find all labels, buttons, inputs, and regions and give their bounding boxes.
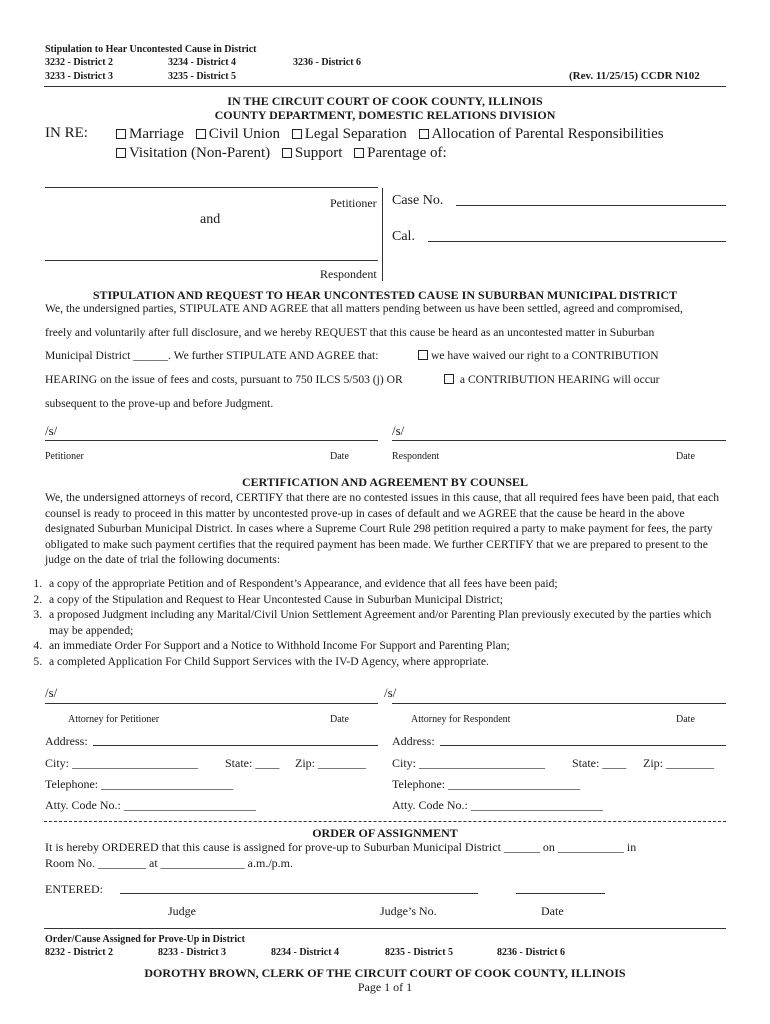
order-text-room: Room No. ________ at ______________ a.m./p.m. [45,856,293,870]
footer-district-code: 8234 - District 4 [271,947,340,958]
checkbox-allocation[interactable] [419,129,429,139]
respondent-zip-field[interactable]: Zip: ________ [643,756,714,770]
respondent-atty-code-field[interactable]: Atty. Code No.: ______________________ [392,798,603,812]
checkbox-legal-separation[interactable] [292,129,302,139]
waived-option[interactable]: we have waived our right to a CONTRIBUTION [418,349,659,362]
stipulation-text: freely and voluntarily after full disclosure, and we hereby REQUEST that this cause be heard as an uncontested matter in Suburban [45,326,655,339]
petitioner-state-field[interactable]: State: ____ [225,756,280,770]
footer-divider [44,928,726,929]
stipulation-heading: STIPULATION AND REQUEST TO HEAR UNCONTESTED CAUSE IN SUBURBAN MUNICIPAL DISTRICT [92,288,678,302]
district-code: 3234 - District 4 [168,57,237,68]
certification-heading: CERTIFICATION AND AGREEMENT BY COUNSEL [241,475,529,489]
petitioner-signature-line[interactable] [45,440,378,441]
case-no-field[interactable] [456,205,726,206]
stipulation-text: Municipal District ______. We further STIPULATE AND AGREE that: [45,349,379,362]
attorney-respondent-signature-line[interactable] [392,703,726,704]
footer-district-code: 8235 - District 5 [385,947,454,958]
contribution-option[interactable]: a CONTRIBUTION HEARING will occur [444,373,660,386]
list-item: 5. a completed Application For Child Support Services with the IV-D Agency, where appropriate. [45,654,727,670]
attorney-respondent-signature-mark: /s/ [384,685,397,700]
case-no-label: Case No. [392,193,444,208]
option-visitation[interactable]: Visitation (Non-Parent) [116,145,270,162]
judge-label: Judge [168,904,196,918]
checkbox-contribution-hearing[interactable] [444,374,454,384]
list-item: 2. a copy of the Stipulation and Request to Hear Uncontested Cause in Suburban Municipal District; [45,592,727,608]
order-text: It is hereby ORDERED that this cause is assigned for prove-up to Suburban Municipal District ______ on ___________ in [45,840,637,854]
respondent-state-field[interactable]: State: ____ [572,756,627,770]
footer-district-code: 8232 - District 2 [45,947,114,958]
stipulation-text: subsequent to the prove-up and before Judgment. [45,397,274,410]
attorney-petitioner-signature-mark: /s/ [45,685,58,700]
stipulation-text: HEARING on the issue of fees and costs, pursuant to 750 ILCS 5/503 (j) OR [45,373,403,386]
order-heading: ORDER OF ASSIGNMENT [312,826,458,840]
order-date-label: Date [541,904,564,918]
option-marriage[interactable]: Marriage [116,126,184,143]
document-list [21,576,727,669]
in-re-options-row1 [116,126,672,143]
respondent-label: Respondent [320,267,377,281]
respondent-sig-label: Respondent [392,451,440,462]
attorney-respondent-label: Attorney for Respondent [411,714,511,725]
petitioner-sig-label: Petitioner [45,451,84,462]
revision-label: (Rev. 11/25/15) CCDR N102 [569,70,700,82]
certification-paragraph: We, the undersigned attorneys of record, CERTIFY that there are no contested issues in this cause, that all required fees have been paid, that each counsel is ready to proceed in this matter by uncontested prove-up in cases of default and we AGREE that the cause be heard in the above designated Suburban Municipal District. In cases where a Supreme Court Rule 298 petition required a party to make payment for fees, the party obligated to make such payment certifies that the required payment has been made. We further CERTIFY that we are prepared to present to the judge on the date of trial the following documents: [45,491,720,566]
respondent-name-line[interactable] [45,260,378,261]
attorney-petitioner-label: Attorney for Petitioner [68,714,160,725]
in-re-label: IN RE: [45,125,88,141]
petitioner-address-label: Address: [45,734,88,748]
form-title: Stipulation to Hear Uncontested Cause in District [45,44,257,55]
caption-divider [382,188,383,281]
petitioner-zip-field[interactable]: Zip: ________ [295,756,366,770]
petitioner-telephone-field[interactable]: Telephone: ______________________ [45,777,234,791]
petitioner-label: Petitioner [330,196,377,210]
page-number: Page 1 of 1 [357,980,413,994]
respondent-city-field[interactable]: City: _____________________ [392,756,546,770]
stipulation-text: We, the undersigned parties, STIPULATE AND AGREE that all matters pending between us have been settled, agreed and compromised, [45,302,683,315]
court-division: COUNTY DEPARTMENT, DOMESTIC RELATIONS DIVISION [214,108,556,122]
attorney-petitioner-date-label: Date [330,714,349,725]
district-code: 3233 - District 3 [45,71,114,82]
attorney-petitioner-signature-line[interactable] [45,703,378,704]
footer-district-code: 8233 - District 3 [158,947,227,958]
option-parentage[interactable]: Parentage of: [354,145,447,162]
petitioner-address-field[interactable] [93,745,378,746]
cal-label: Cal. [392,229,415,244]
cal-field[interactable] [428,241,726,242]
checkbox-waived-contribution[interactable] [418,350,428,360]
order-date-line[interactable] [516,893,605,894]
option-legal-separation[interactable]: Legal Separation [292,126,407,143]
attorney-respondent-date-label: Date [676,714,695,725]
district-code: 3232 - District 2 [45,57,114,68]
header-divider [44,86,726,87]
list-item: 1. a copy of the appropriate Petition and of Respondent’s Appearance, and evidence that all fees have been paid; [45,576,727,592]
respondent-date-label: Date [676,451,695,462]
order-divider [44,821,726,822]
checkbox-marriage[interactable] [116,129,126,139]
list-item: 4. an immediate Order For Support and a Notice to Withhold Income For Support and Parenting Plan; [45,638,727,654]
footer-title: Order/Cause Assigned for Prove-Up in District [45,934,245,945]
respondent-address-field[interactable] [440,745,726,746]
checkbox-support[interactable] [282,148,292,158]
petitioner-city-field[interactable]: City: _____________________ [45,756,199,770]
checkbox-visitation[interactable] [116,148,126,158]
district-code: 3235 - District 5 [168,71,237,82]
list-item: 3. a proposed Judgment including any Marital/Civil Union Settlement Agreement and/or Parenting Plan previously executed by the parties which may be appended; [45,607,727,638]
petitioner-atty-code-field[interactable]: Atty. Code No.: ______________________ [45,798,256,812]
respondent-telephone-field[interactable]: Telephone: ______________________ [392,777,581,791]
judge-no-label: Judge’s No. [380,904,437,918]
respondent-address-label: Address: [392,734,435,748]
respondent-signature-line[interactable] [392,440,726,441]
district-code: 3236 - District 6 [293,57,362,68]
court-name: IN THE CIRCUIT COURT OF COOK COUNTY, ILLINOIS [227,94,543,108]
checkbox-civil-union[interactable] [196,129,206,139]
option-support[interactable]: Support [282,145,343,162]
option-civil-union[interactable]: Civil Union [196,126,280,143]
in-re-options-row2 [116,145,455,162]
clerk-name: DOROTHY BROWN, CLERK OF THE CIRCUIT COURT OF COOK COUNTY, ILLINOIS [144,966,626,980]
entered-label: ENTERED: [45,882,103,896]
petitioner-signature-mark: /s/ [45,423,58,438]
judge-signature-line[interactable] [120,893,478,894]
petitioner-name-line[interactable] [45,187,378,188]
petitioner-date-label: Date [330,451,349,462]
and-label: and [200,212,221,227]
respondent-signature-mark: /s/ [392,423,405,438]
option-allocation[interactable]: Allocation of Parental Responsibilities [419,126,664,143]
footer-district-code: 8236 - District 6 [497,947,566,958]
checkbox-parentage[interactable] [354,148,364,158]
